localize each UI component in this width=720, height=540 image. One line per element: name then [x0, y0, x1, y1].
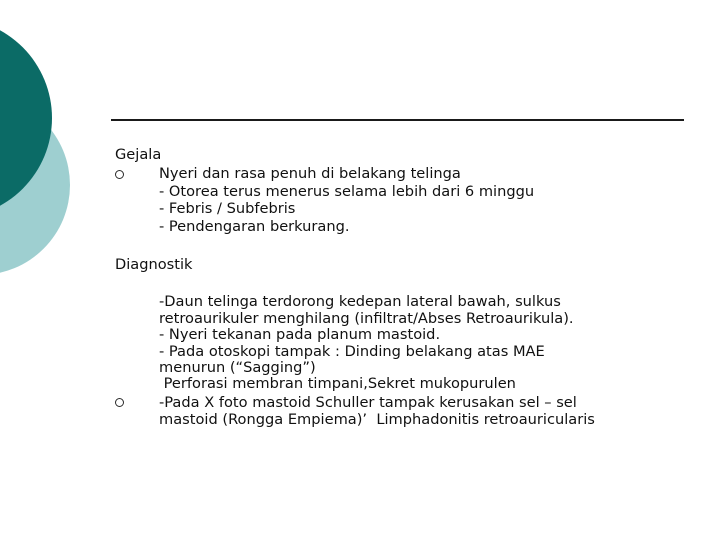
- slide-content: [115, 146, 715, 496]
- diagnostik-line-2: retroaurikuler menghilang (infiltrat/Abses Retroaurikula).: [159, 310, 574, 327]
- diagnostik-line-1: -Daun telinga terdorong kedepan lateral bawah, sulkus: [159, 293, 561, 310]
- gejala-line-1: Nyeri dan rasa penuh di belakang telinga: [159, 165, 461, 182]
- decorative-circles: [0, 0, 120, 300]
- gejala-line-3: - Febris / Subfebris: [159, 200, 296, 217]
- diagnostik-line-7: -Pada X foto mastoid Schuller tampak kerusakan sel – sel: [159, 394, 577, 411]
- gejala-bullet-icon: [115, 170, 127, 182]
- gejala-heading: Gejala: [115, 146, 162, 163]
- diagnostik-line-4: - Pada otoskopi tampak : Dinding belakang atas MAE: [159, 343, 545, 360]
- diagnostik-line-3: - Nyeri tekanan pada planum mastoid.: [159, 326, 441, 343]
- diagnostik-line-5: menurun (“Sagging”): [159, 359, 316, 376]
- gejala-line-4: - Pendengaran berkurang.: [159, 218, 350, 235]
- diagnostik-line-8: mastoid (Rongga Empiema)’ Limphadonitis retroauricularis: [159, 411, 595, 428]
- diagnostik-bullet-icon: [115, 398, 127, 410]
- diagnostik-heading: Diagnostik: [115, 256, 193, 273]
- diagnostik-line-6: Perforasi membran timpani,Sekret mukopurulen: [159, 375, 516, 392]
- title-divider: [111, 119, 684, 121]
- gejala-line-2: - Otorea terus menerus selama lebih dari 6 minggu: [159, 183, 535, 200]
